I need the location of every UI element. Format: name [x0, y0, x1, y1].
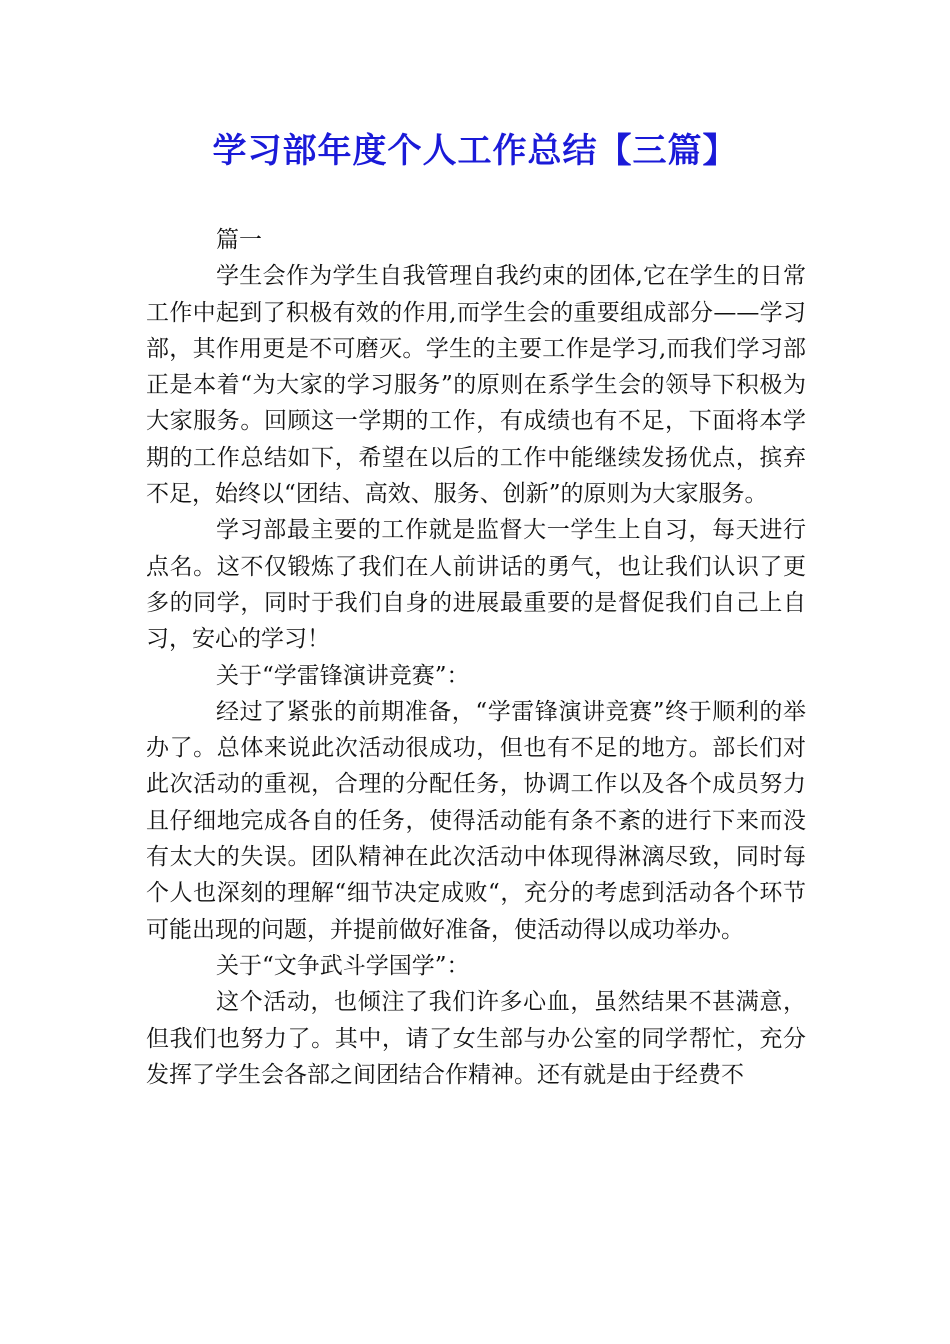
subheading: 关于“学雷锋演讲竞赛”： [216, 662, 470, 689]
paragraph: 经过了紧张的前期准备，“学雷锋演讲竞赛”终于顺利的举办了。总体来说此次活动很成功，但也有不足的地方。部长们对此次活动的重视，合理的分配任务，协调工作以及各个成员努力且仔细地完成各自的任务，使得活动能有条不紊的进行下来而没有太大的失误。团队精神在此次活动中体现得淋漓尽致，同时每个人也深刻的理解“细节决定成败“，充分的考虑到活动各个环节可能出现的问题，并提前做好准备，使活动得以成功举办。 [146, 698, 806, 943]
paragraph: 这个活动，也倾注了我们许多心血，虽然结果不甚满意，但我们也努力了。其中，请了女生部与办公室的同学帮忙，充分发挥了学生会各部之间团结合作精神。还有就是由于经费不 [146, 989, 806, 1088]
subheading: 关于“文争武斗学国学”： [216, 952, 470, 979]
section-heading: 篇一 [216, 227, 262, 253]
document-title: 学习部年度个人工作总结【三篇】 [212, 131, 738, 171]
paragraph: 学习部最主要的工作就是监督大一学生上自习，每天进行点名。这不仅锻炼了我们在人前讲话的勇气，也让我们认识了更多的同学，同时于我们自身的进展最重要的是督促我们自己上自习，安心的学习！ [146, 517, 806, 653]
document-body [146, 222, 806, 1093]
paragraph: 学生会作为学生自我管理自我约束的团体,它在学生的日常工作中起到了积极有效的作用,而学生会的重要组成部分——学习部，其作用更是不可磨灭。学生的主要工作是学习,而我们学习部正是本着“为大家的学习服务”的原则在系学生会的领导下积极为大家服务。回顾这一学期的工作，有成绩也有不足，下面将本学期的工作总结如下，希望在以后的工作中能继续发扬优点，摈弃不足，始终以“团结、高效、服务、创新”的原则为大家服务。 [146, 263, 806, 508]
